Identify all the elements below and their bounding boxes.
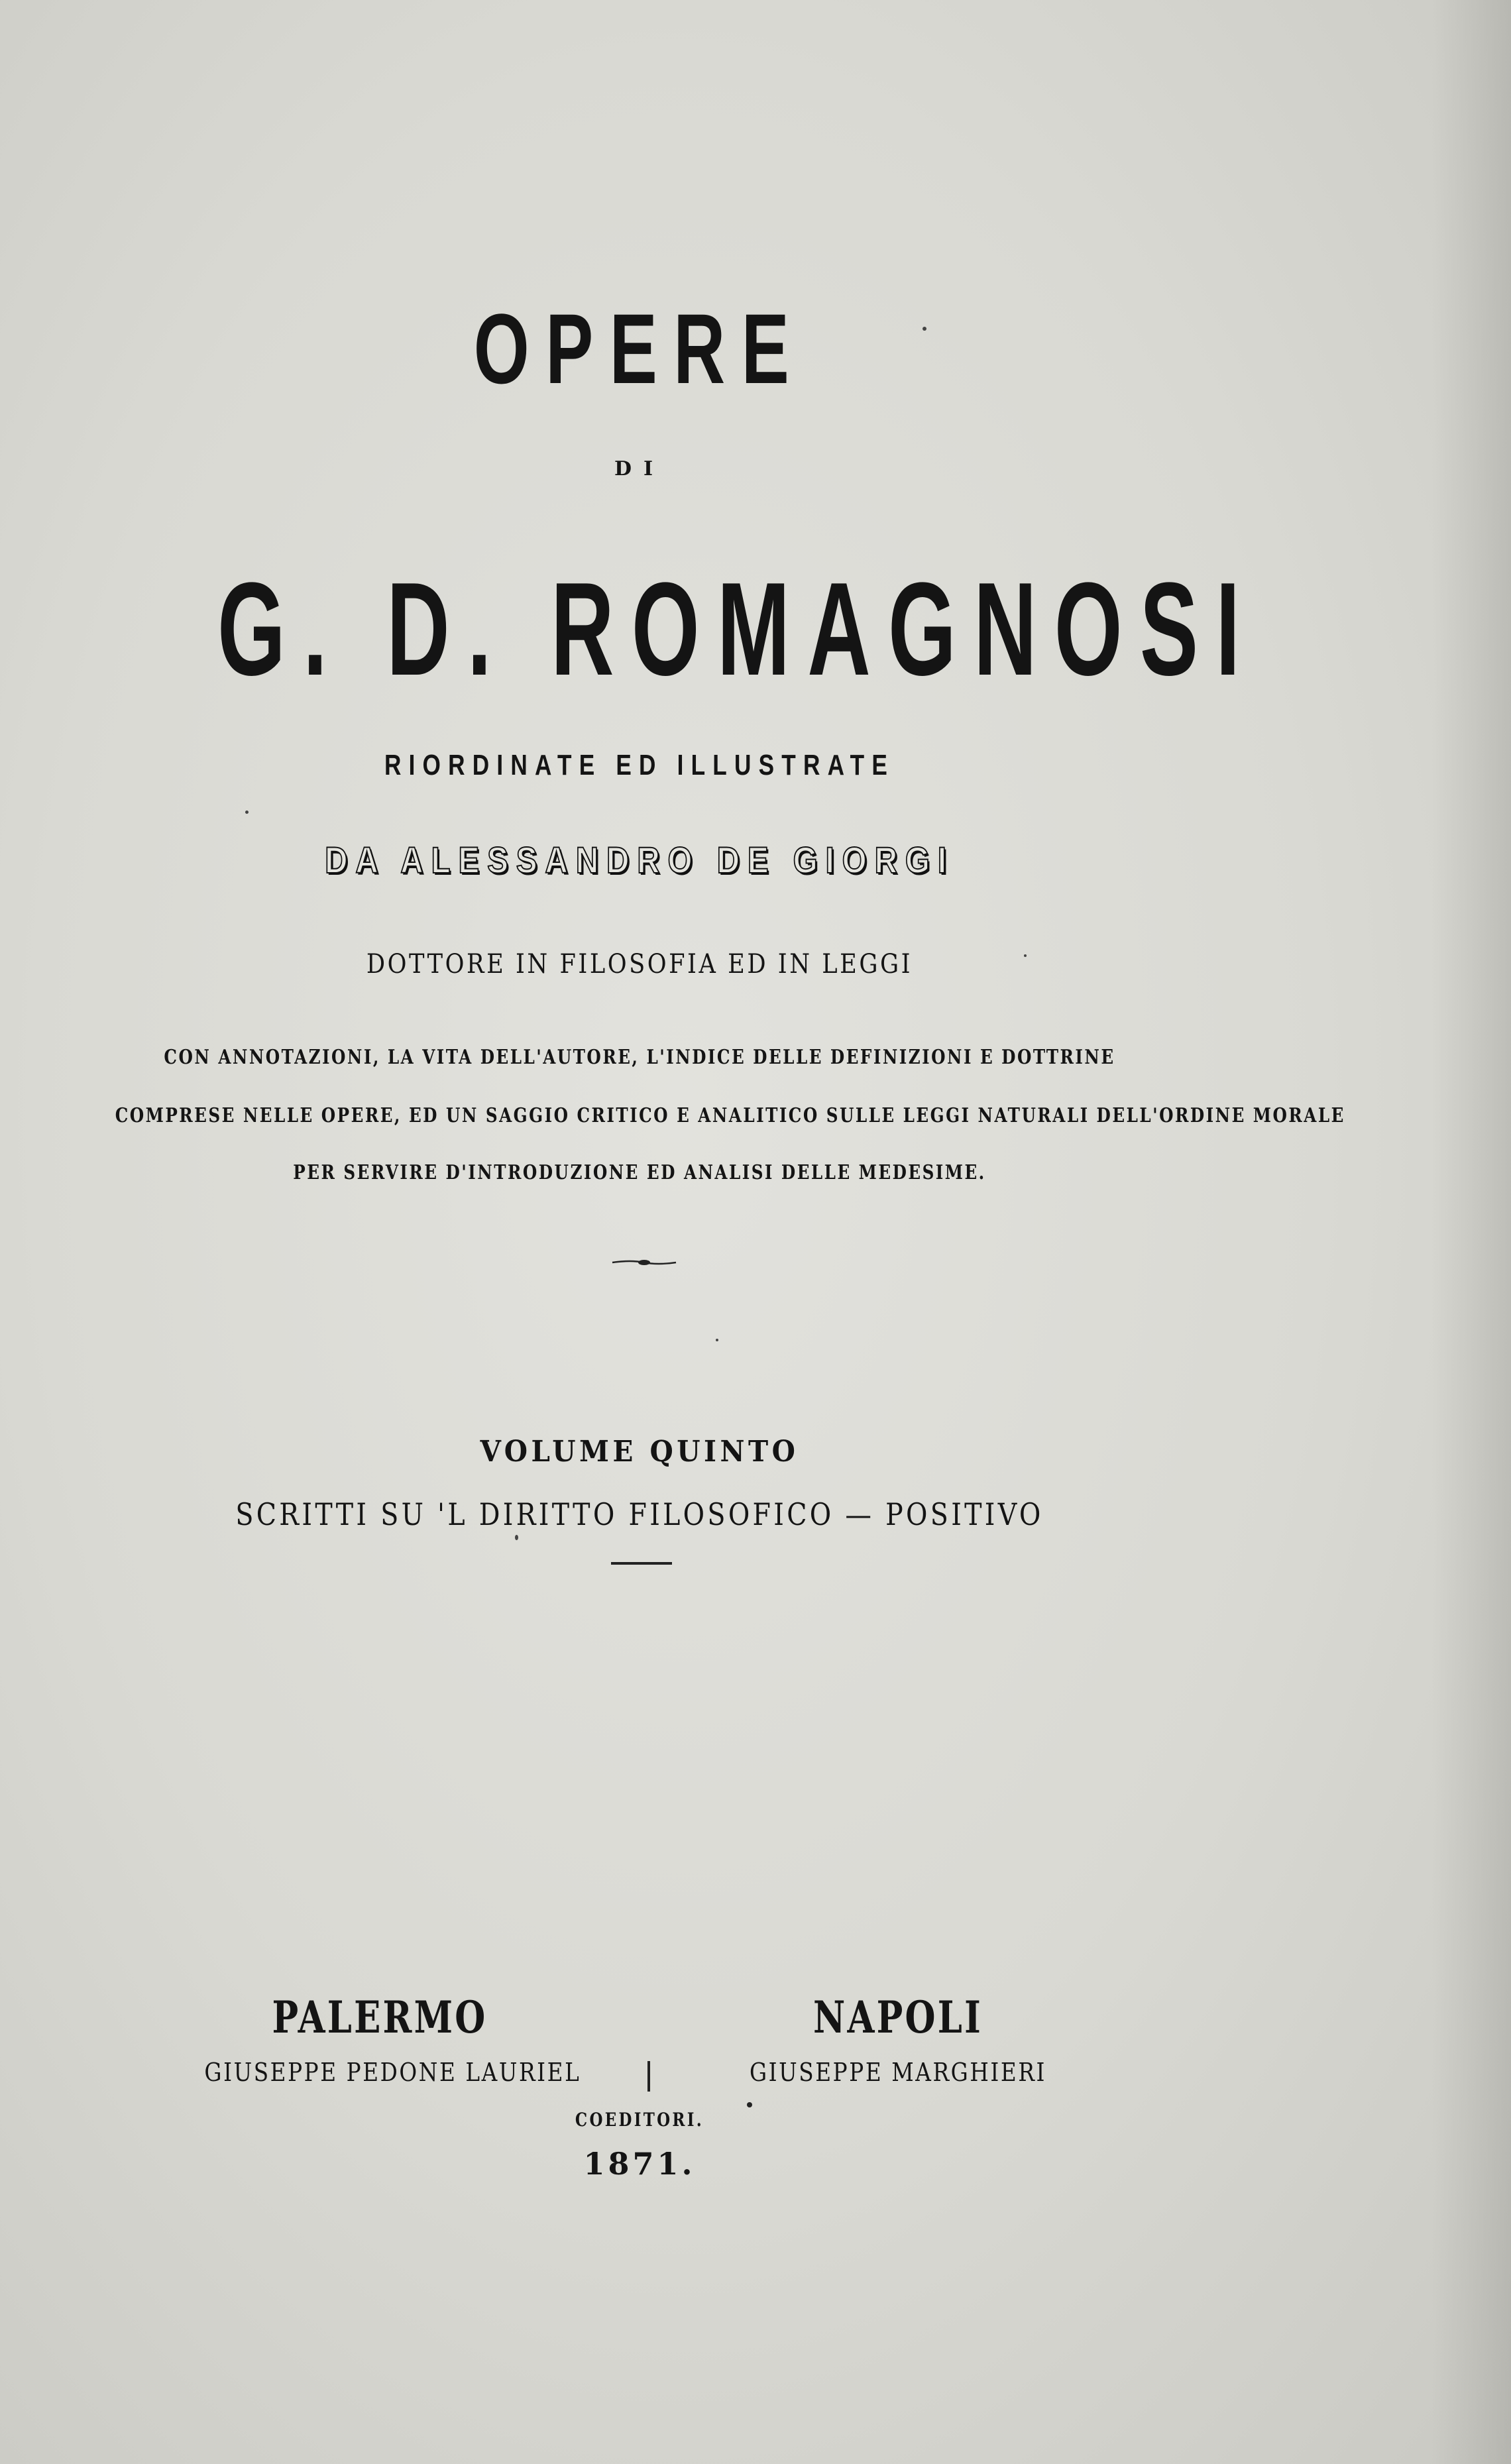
paper-speck [716, 1339, 718, 1341]
author-name: G. D. ROMAGNOSI [217, 555, 1258, 703]
short-rule [611, 1562, 672, 1565]
preposition: DI [614, 457, 665, 480]
imprint-publisher-left: GIUSEPPE PEDONE LAURIEL [204, 2058, 581, 2087]
imprint-city-left: PALERMO [272, 1991, 488, 2043]
description-line-2: COMPRESE NELLE OPERE, ED UN SAGGIO CRITICO E ANALITICO SULLE LEGGI NATURALI DELL'ORDINE MORALE [115, 1104, 1345, 1127]
editor-name: DA ALESSANDRO DE GIORGI [325, 839, 954, 881]
page-edge-shadow [1431, 0, 1511, 2464]
description-line-3: PER SERVIRE D'INTRODUZIONE ED ANALISI DELLE MEDESIME. [293, 1161, 986, 1184]
paper-speck [1024, 954, 1027, 957]
imprint-city-right: NAPOLI [813, 1991, 983, 2043]
publication-year: 1871. [583, 2146, 696, 2182]
imprint-divider [647, 2061, 650, 2092]
editor-title: DOTTORE IN FILOSOFIA ED IN LEGGI [366, 949, 913, 980]
book-title: OPERE [473, 293, 806, 404]
ink-dot [747, 2102, 752, 2107]
subtitle: RIORDINATE ED ILLUSTRATE [384, 749, 895, 781]
description-line-1: CON ANNOTAZIONI, LA VITA DELL'AUTORE, L'INDICE DELLE DEFINIZIONI E DOTTRINE [164, 1046, 1115, 1069]
volume-subtitle: SCRITTI SU 'L DIRITTO FILOSOFICO — POSITIVO [235, 1496, 1044, 1532]
paper-speck [923, 327, 926, 331]
paper-speck [515, 1535, 518, 1540]
imprint-publisher-right: GIUSEPPE MARGHIERI [749, 2058, 1047, 2087]
ornament-divider-icon [611, 1256, 677, 1269]
coeditors-label: COEDITORI. [575, 2109, 704, 2131]
volume-number: VOLUME QUINTO [480, 1435, 799, 1469]
paper-speck [245, 811, 249, 814]
